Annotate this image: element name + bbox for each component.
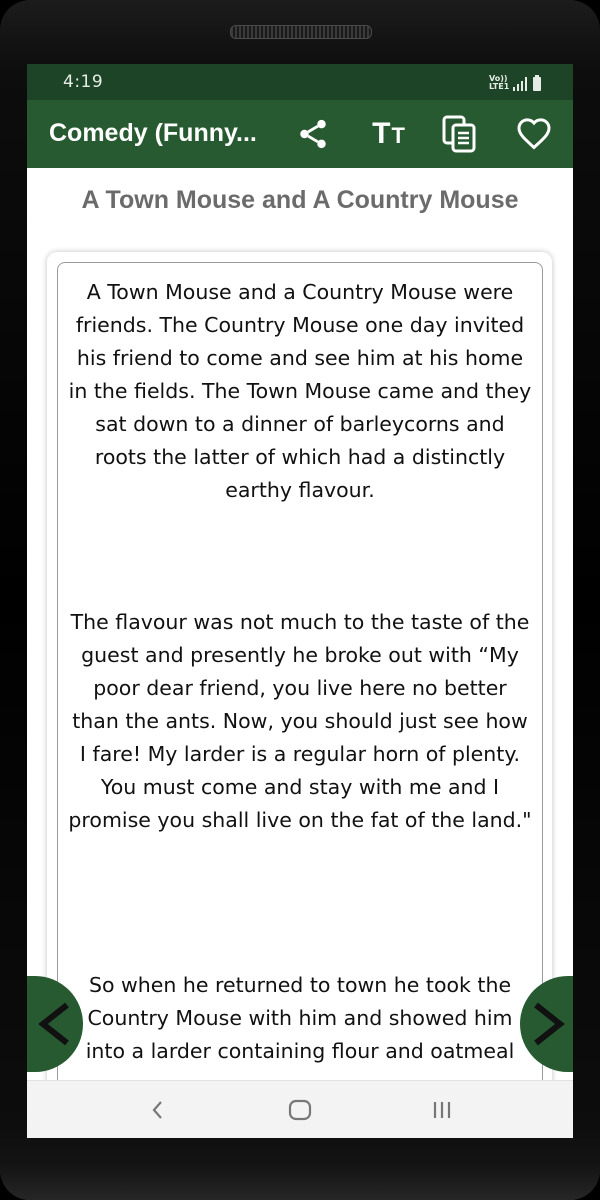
- app-title: Comedy (Funny...: [49, 119, 257, 147]
- heart-icon: [516, 116, 552, 152]
- status-bar: [27, 64, 573, 100]
- system-back-button[interactable]: [143, 1095, 173, 1125]
- system-home-button[interactable]: [285, 1095, 315, 1125]
- copy-icon: [439, 114, 479, 154]
- back-icon: [148, 1099, 168, 1121]
- lte-icon: [489, 74, 510, 91]
- lte-label-bottom: LTE1: [489, 82, 510, 91]
- bottom-bezel: [0, 1160, 600, 1200]
- text-size-icon: TT: [372, 117, 406, 150]
- story-card: [47, 252, 552, 1138]
- story-title: A Town Mouse and A Country Mouse: [81, 186, 519, 214]
- chevron-right-icon: [528, 999, 568, 1049]
- signal-icon: [513, 77, 527, 91]
- system-recents-button[interactable]: [427, 1095, 457, 1125]
- lte-label-top: Vo)): [489, 74, 508, 83]
- story-paragraph: A Town Mouse and a Country Mouse were friends. The Country Mouse one day invited his friend to come and see him at his home in the fields. The Town Mouse came and they sat down to a dinner of barleycorns and roots the latter of which had a distinctly earthy flavour.: [68, 280, 532, 502]
- copy-button[interactable]: [439, 114, 479, 154]
- battery-icon: [533, 77, 541, 91]
- share-button[interactable]: [293, 114, 333, 154]
- screen: [27, 64, 573, 1138]
- app-bar: [27, 100, 573, 168]
- share-icon: [296, 117, 330, 151]
- recents-icon: [430, 1099, 454, 1121]
- favorite-button[interactable]: [514, 114, 554, 154]
- home-icon: [287, 1098, 313, 1122]
- story-paragraph: The flavour was not much to the taste of the guest and presently he broke out with “My poor dear friend, you live here no better than the ants. Now, you should just see how I fare! My larder is a regular horn of plenty. You must come and stay with me and I promise you shall live on the fat of the land.": [68, 610, 532, 832]
- text-size-button[interactable]: [365, 114, 413, 154]
- status-icons: [489, 73, 541, 91]
- status-time: 4:19: [63, 72, 104, 92]
- story-text-container[interactable]: [57, 262, 543, 1138]
- chevron-left-icon: [35, 999, 75, 1049]
- system-navigation-bar: [27, 1080, 573, 1138]
- story-paragraph: So when he returned to town he took the Country Mouse with him and showed him into a larder containing flour and oatmeal: [85, 973, 515, 1063]
- earpiece-speaker: [230, 25, 372, 39]
